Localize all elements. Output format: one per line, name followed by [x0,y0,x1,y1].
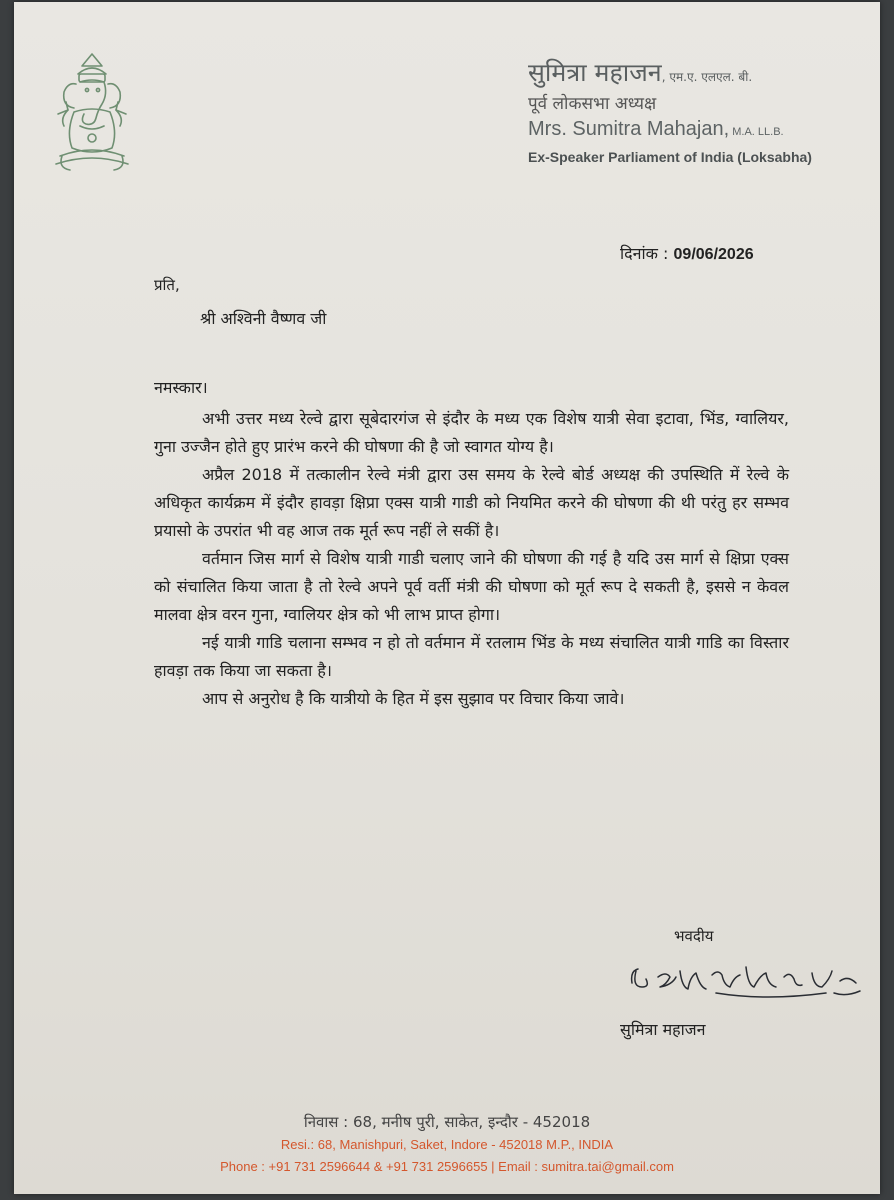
body-paragraph-2: अप्रैल 2018 में तत्कालीन रेल्वे मंत्री द्वारा उस समय के रेल्वे बोर्ड अध्यक्ष की उपस्थिति में रेल्वे के अधिकृत कार्यक्रम में इंदौर हावड़ा क्षिप्रा एक्स यात्री गाडी को नियमित करने की घोषणा की थी परंतु हर सम्भव प्रयासो के उपरांत भी वह आज तक मूर्त रूप नहीं ले सकीं है। [154,465,789,540]
letterhead-title-english: Ex-Speaker Parliament of India (Loksabha) [528,149,812,165]
letter-body [154,405,789,713]
body-paragraph-1: अभी उत्तर मध्य रेल्वे द्वारा सूबेदारगंज से इंदौर के मध्य एक विशेष यात्री सेवा इटावा, भिंड, ग्वालियर, गुना उज्जैन होते हुए प्रारंभ करने की घोषणा की है जो स्वागत योग्य है। [154,409,789,456]
footer-address-english: Resi.: 68, Manishpuri, Saket, Indore - 452018 M.P., INDIA [280,1137,614,1152]
signatory-name: सुमित्रा महाजन [620,1020,706,1039]
letterhead [528,58,812,169]
handwritten-signature [626,957,862,1007]
letterhead-title-hindi: पूर्व लोकसभा अध्यक्ष [528,94,657,114]
footer-address-hindi: निवास : 68, मनीष पुरी, साकेत, इन्दौर - 452018 [303,1113,591,1131]
letter-date: दिनांक : 09/06/2026 [620,244,754,263]
ganesha-emblem-icon [46,52,138,174]
body-paragraph-3: वर्तमान जिस मार्ग से विशेष यात्री गाडी चलाए जाने की घोषणा की गई है यदि उस मार्ग से क्षिप्रा एक्स को संचालित किया जाता है तो रेल्वे अपने पूर्व वर्ती मंत्री की घोषणा को मूर्त रूप दे सकती है, इससे न केवल मालवा क्षेत्र वरन गुना, ग्वालियर क्षेत्र को भी लाभ प्राप्त होगा। [154,549,789,624]
letter-page [14,2,880,1194]
body-paragraph-4: नई यात्री गाडि चलाना सम्भव न हो तो वर्तमान में रतलाम भिंड के मध्य संचालित यात्री गाडि का विस्तार हावड़ा तक किया जा सकता है। [154,633,789,680]
body-paragraph-5: आप से अनुरोध है कि यात्रीयो के हित में इस सुझाव पर विचार किया जावे। [202,689,625,708]
footer-contact: Phone : +91 731 2596644 & +91 731 2596655 | Email : sumitra.tai@gmail.com [220,1159,674,1174]
letterhead-name-english: Mrs. Sumitra Mahajan, M.A. LL.B. [528,118,784,140]
recipient-prefix: प्रति, [154,276,180,294]
letterhead-name-hindi: सुमित्रा महाजन, एम.ए. एलएल. बी. [528,58,753,87]
valediction: भवदीय [674,927,714,945]
recipient-name: श्री अश्विनी वैष्णव जी [200,309,327,328]
greeting: नमस्कार। [154,378,208,397]
